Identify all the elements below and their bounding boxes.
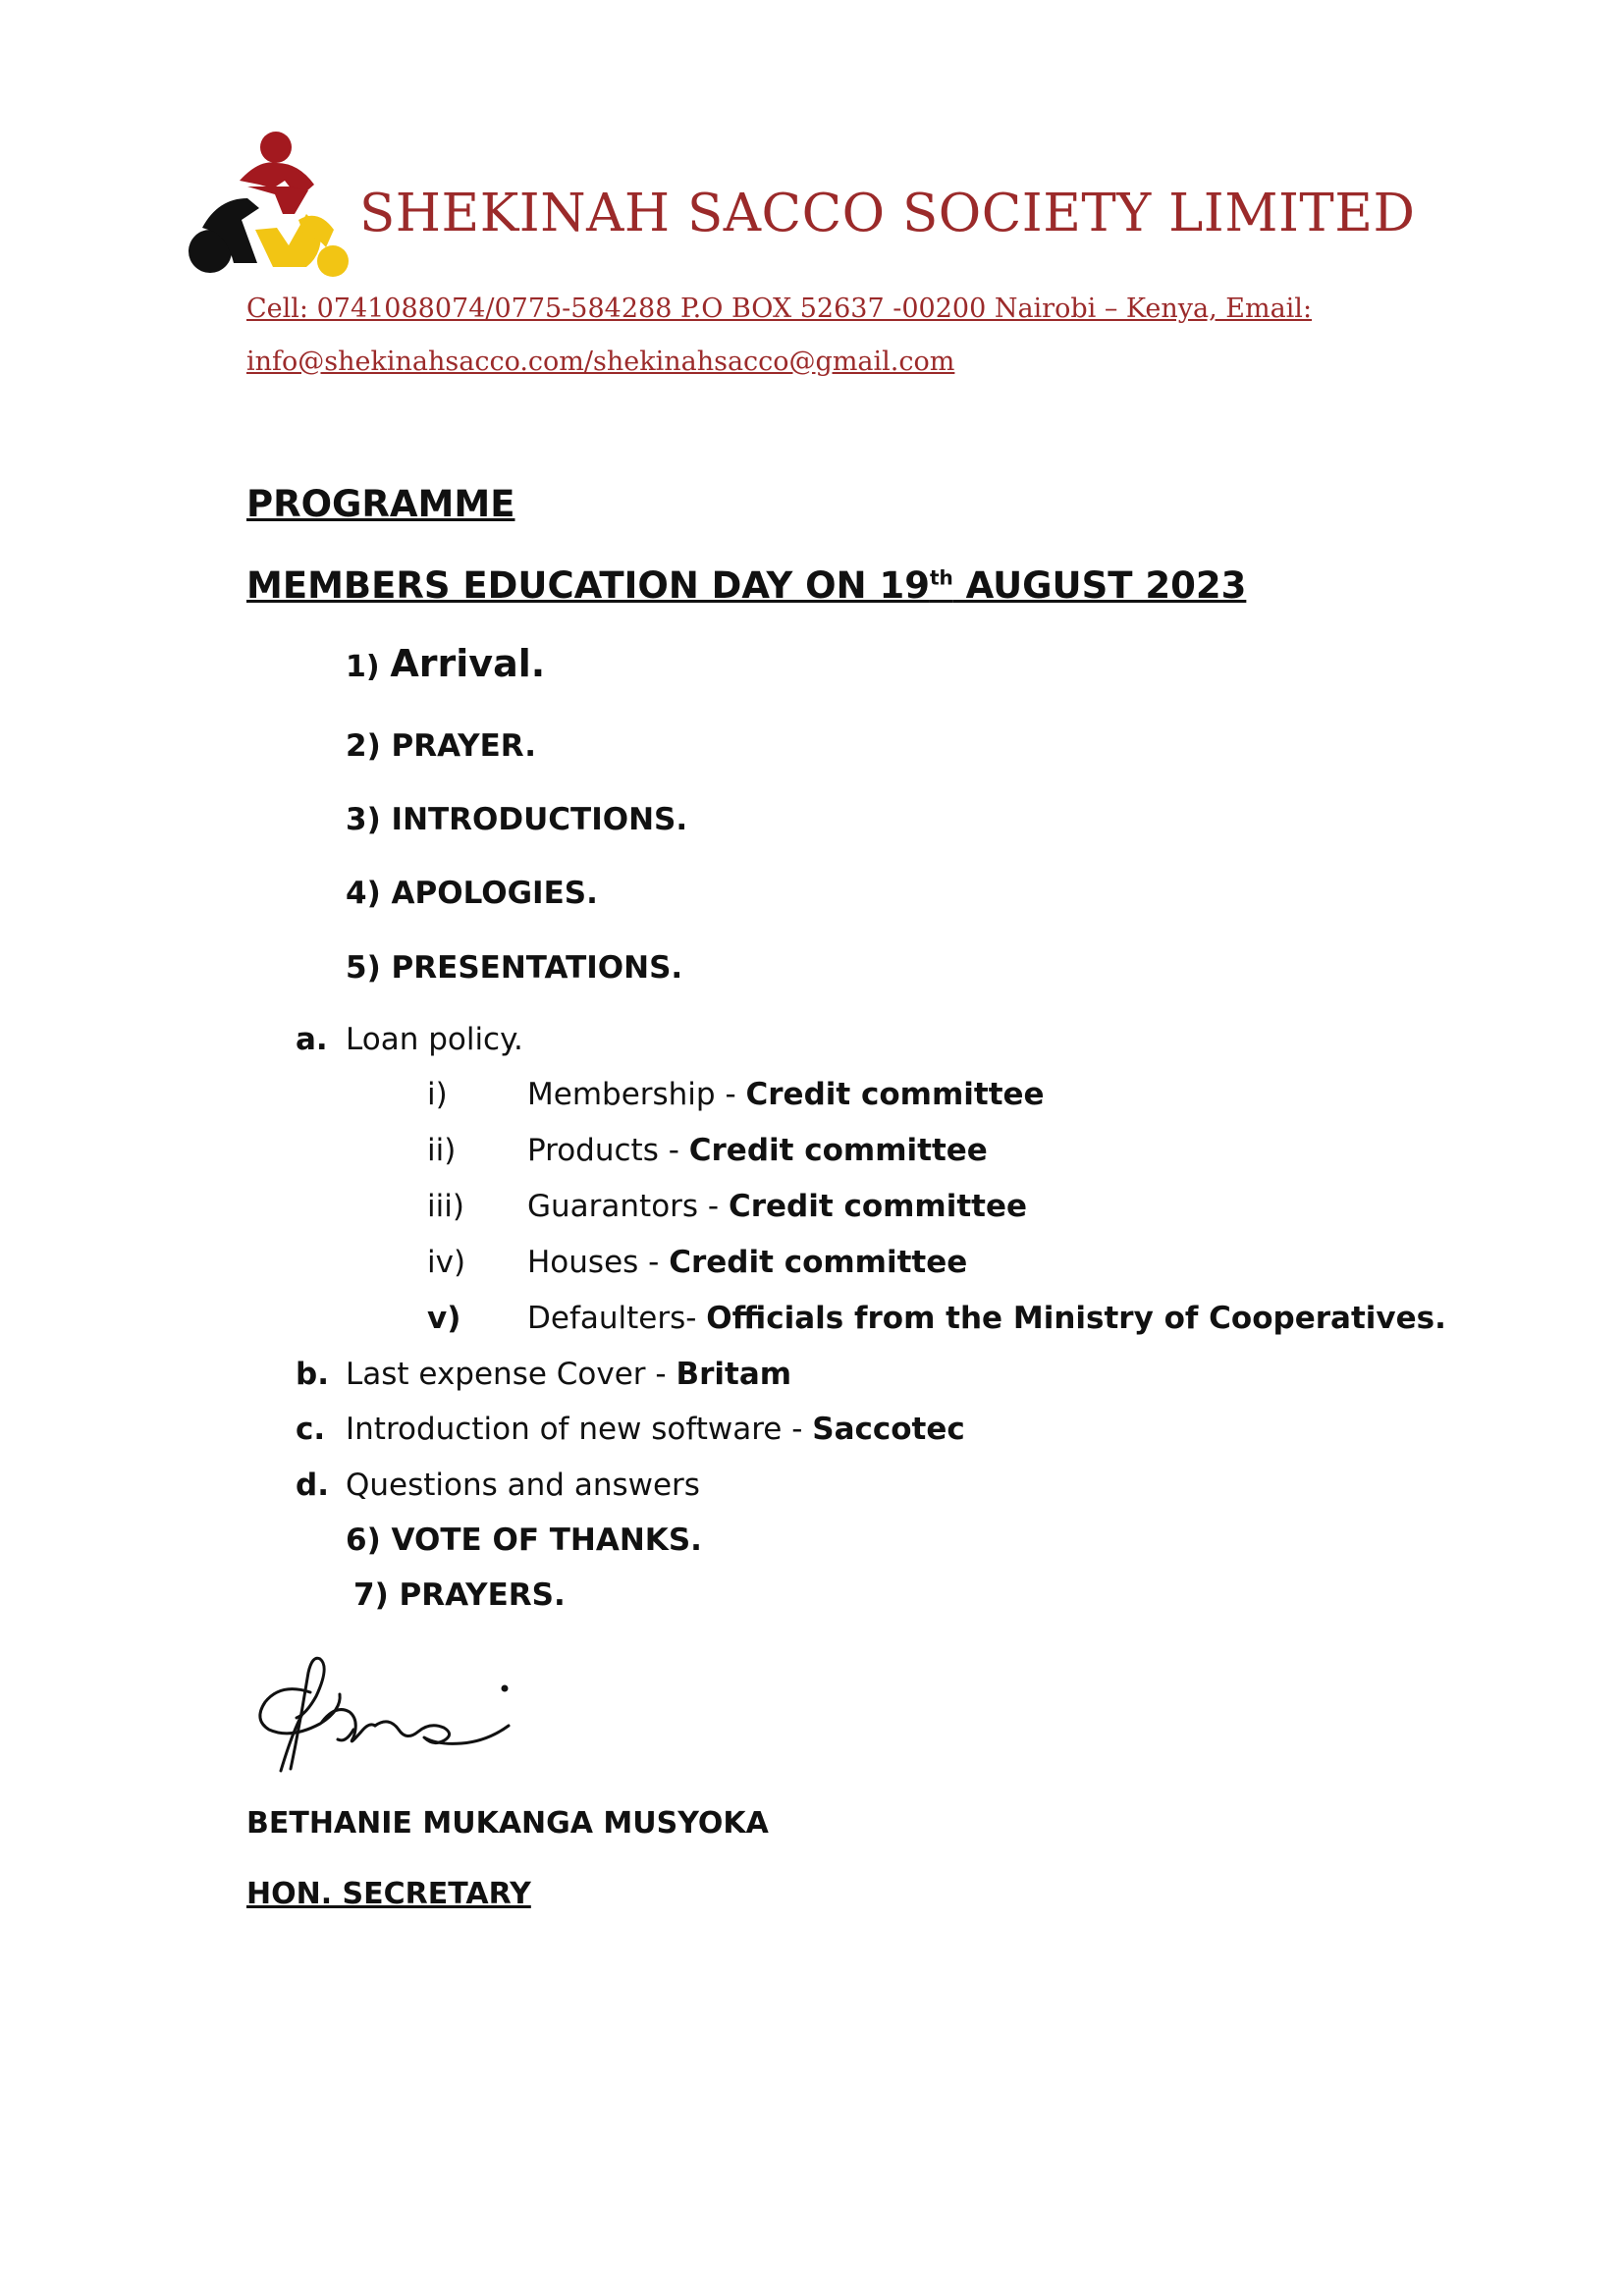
item-label: APOLOGIES. [391,876,598,911]
loan-item-membership [527,1075,1045,1114]
subtitle-ordinal: th [929,565,953,590]
subtitle-suffix: AUGUST 2023 [952,564,1247,607]
contact-line-1[interactable]: Cell: 0741088074/0775-584288 P.O BOX 52637 -00200 Nairobi – Kenya, Email: [246,294,1313,324]
loan-item-numeral: iv) [427,1245,466,1280]
item-number: 5) [346,950,381,986]
item-label: VOTE OF THANKS. [391,1522,702,1558]
loan-item-houses [527,1243,967,1282]
loan-item-products [527,1131,988,1170]
presentation-new-software [346,1410,965,1449]
loan-topic: Defaulters- [527,1301,707,1336]
loan-presenter: Credit committee [745,1077,1045,1112]
presentation-text: Questions and answers [346,1468,700,1503]
item-number: 2) [346,728,381,764]
presentation-letter-d: d. [296,1468,329,1503]
loan-presenter: Credit committee [728,1189,1028,1224]
loan-presenter: Officials from the Ministry of Cooperatives. [706,1301,1446,1336]
presentation-text: Last expense Cover - [346,1357,676,1392]
item-number: 6) [346,1522,381,1558]
loan-topic: Membership - [527,1077,746,1112]
item-number: 7) [353,1577,389,1613]
presentation-letter-c: c. [296,1412,326,1447]
subtitle-prefix: MEMBERS EDUCATION DAY ON 19 [246,564,930,607]
organization-name: SHEKINAH SACCO SOCIETY LIMITED [359,184,1416,243]
loan-item-numeral: v) [427,1301,461,1336]
presentation-letter-a: a. [296,1022,328,1057]
signatory-title: HON. SECRETARY [246,1877,531,1911]
presentation-presenter: Britam [676,1357,792,1392]
presentation-text: Loan policy. [346,1022,523,1057]
sacco-logo [189,130,355,277]
programme-title: PROGRAMME [246,483,515,525]
programme-item-apologies [346,874,598,913]
presentation-last-expense [346,1355,791,1394]
programme-item-vote-of-thanks [346,1521,702,1560]
programme-item-introductions [346,800,687,839]
item-label: PRAYER. [391,728,537,764]
event-subtitle [246,563,1246,609]
loan-item-numeral: iii) [427,1189,464,1224]
loan-topic: Products - [527,1133,689,1168]
signatory-name: BETHANIE MUKANGA MUSYOKA [246,1806,769,1841]
item-label: Arrival. [390,642,546,685]
loan-item-numeral: i) [427,1077,448,1112]
item-number: 4) [346,876,381,911]
item-number: 1) [346,650,380,684]
item-label: INTRODUCTIONS. [391,802,688,837]
programme-item-presentations [346,948,682,988]
loan-item-defaulters [527,1299,1446,1338]
programme-item-prayer [346,726,536,766]
loan-presenter: Credit committee [669,1245,968,1280]
contact-line-2[interactable]: info@shekinahsacco.com/shekinahsacco@gmail.com [246,347,955,377]
loan-item-guarantors [527,1187,1027,1226]
item-number: 3) [346,802,381,837]
presentation-letter-b: b. [296,1357,329,1392]
loan-item-numeral: ii) [427,1133,457,1168]
presentation-text: Introduction of new software - [346,1412,813,1447]
loan-presenter: Credit committee [688,1133,988,1168]
programme-item-arrival [346,644,545,687]
handwritten-signature [251,1653,522,1775]
presentation-loan-policy [346,1020,523,1059]
presentation-presenter: Saccotec [812,1412,965,1447]
item-label: PRESENTATIONS. [391,950,683,986]
loan-topic: Guarantors - [527,1189,729,1224]
programme-item-prayers [353,1575,566,1615]
item-label: PRAYERS. [399,1577,566,1613]
loan-topic: Houses - [527,1245,670,1280]
presentation-questions [346,1466,700,1505]
